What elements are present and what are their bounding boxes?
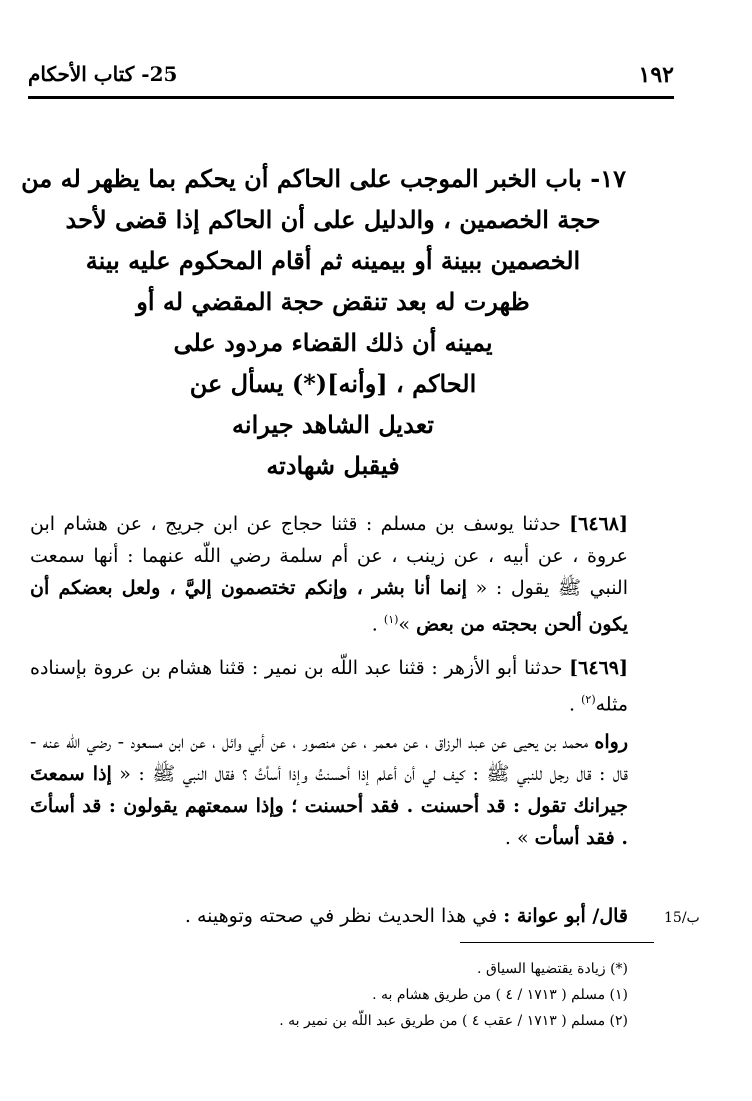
footnote-ref: (١) (383, 613, 399, 626)
hadith-number: [٦٤٦٩] (569, 657, 628, 679)
heading-line: حجة الخصمين ، والدليل على أن الحاكم إذا قضى لأحد (65, 205, 601, 234)
footnote-ref: (٢) (581, 693, 596, 706)
riwaya-quote: إذا سمعتَ جيرانك تقول : قد أحسنت . فقد أحسنت ؛ وإذا سمعتهم يقولون : قد أسأتَ . فقد أسأت (30, 763, 628, 849)
riwaya-paragraph: رواه محمد بن يحيى عن عبد الرزاق ، عن معمر ، عن منصور ، عن أبي وائل ، عن ابن مسعود - رضي اللّه عنه - قال : قال رجل للنبي ﷺ : كيف لي أن أعلم إذا أحسنتُ وإذا أسأتُ ؟ فقال النبي ﷺ : « إذا سمعتَ جيرانك تقول : قد أحسنت . فقد أحسنت ؛ وإذا سمعتهم يقولون : قد أسأتَ . فقد أسأت » . (30, 731, 628, 849)
running-header (28, 60, 674, 96)
heading-line: تعديل الشاهد جيرانه (232, 410, 434, 439)
hadith-6468: [٦٤٦٨] حدثنا يوسف بن مسلم : قثنا حجاج عن ابن جريج ، عن هشام ابن عروة ، عن أبيه ، عن زينب ، عن أم سلمة رضي اللّه عنهما : أنها سمعت النبي ﷺ يقول : « إنما أنا بشر ، وإنكم تختصمون إليَّ ، ولعل بعضكم أن يكون ألحن بحجته من بعض »$^{(١)}$ . (30, 513, 628, 636)
hadith-text: حدثنا أبو الأزهر : قثنا عبد اللّه بن نمير : قثنا هشام بن عروة بإسناده مثله (30, 657, 628, 716)
heading-line: ١٧- باب الخبر الموجب على الحاكم أن يحكم بما يظهر له من (21, 164, 626, 193)
heading-line: ظهرت له بعد تنقض حجة المقضي له أو (136, 287, 530, 316)
manuscript-folio-note: 15/ب (664, 910, 700, 926)
heading-line: الحاكم ، [وأنه](*) يسأل عن (189, 369, 477, 398)
hadith-text: حدثنا يوسف بن مسلم : قثنا حجاج عن ابن جريج ، عن هشام ابن عروة ، عن أبيه ، عن زينب ، عن أم سلمة رضي اللّه عنهما : أنها سمعت النبي ﷺ يقول : « (30, 513, 628, 599)
riwaya-text: محمد بن يحيى عن عبد الرزاق ، عن معمر ، عن منصور ، عن أبي وائل ، عن ابن مسعود - رضي اللّه عنه - قال : قال رجل للنبي ﷺ : كيف لي أن أعلم إذا أحسنتُ وإذا أسأتُ ؟ فقال النبي ﷺ : « (30, 731, 628, 785)
footnote: (٢) مسلم ( ١٧١٣ / عقب ٤ ) من طريق عبد اللّه بن نمير به . (279, 1013, 628, 1029)
footnotes (200, 956, 628, 1034)
heading-line: الخصمين ببينة أو بيمينه ثم أقام المحكوم عليه بينة (85, 246, 581, 275)
hadith-quote: إنما أنا بشر ، وإنكم تختصمون إليَّ ، ولعل بعضكم أن يكون ألحن بحجته من بعض (30, 577, 628, 636)
riwaya-lead: رواه (594, 731, 628, 753)
heading-line: يمينه أن ذلك القضاء مردود على (173, 328, 493, 357)
header-rule (28, 96, 674, 99)
chapter-heading (21, 158, 626, 486)
heading-line: فيقبل شهادته (266, 451, 400, 480)
footnote: (*) زيادة يقتضيها السياق . (477, 961, 628, 977)
hadith-number: [٦٤٦٨] (569, 513, 628, 535)
qala-paragraph (30, 900, 628, 932)
chapter-title: 25- كتاب الأحكام (28, 62, 178, 86)
qala-text: في هذا الحديث نظر في صحته وتوهينه . (184, 905, 504, 927)
footnote-separator (460, 942, 654, 943)
qala-lead: قال/ أبو عوانة : (503, 905, 628, 927)
hadith-6469: [٦٤٦٩] حدثنا أبو الأزهر : قثنا عبد اللّه بن نمير : قثنا هشام بن عروة بإسناده مثله$^{(٢)}$ . (30, 657, 628, 716)
footnote: (١) مسلم ( ١٧١٣ / ٤ ) من طريق هشام به . (372, 987, 628, 1003)
page-number: ١٩٢ (638, 62, 674, 88)
